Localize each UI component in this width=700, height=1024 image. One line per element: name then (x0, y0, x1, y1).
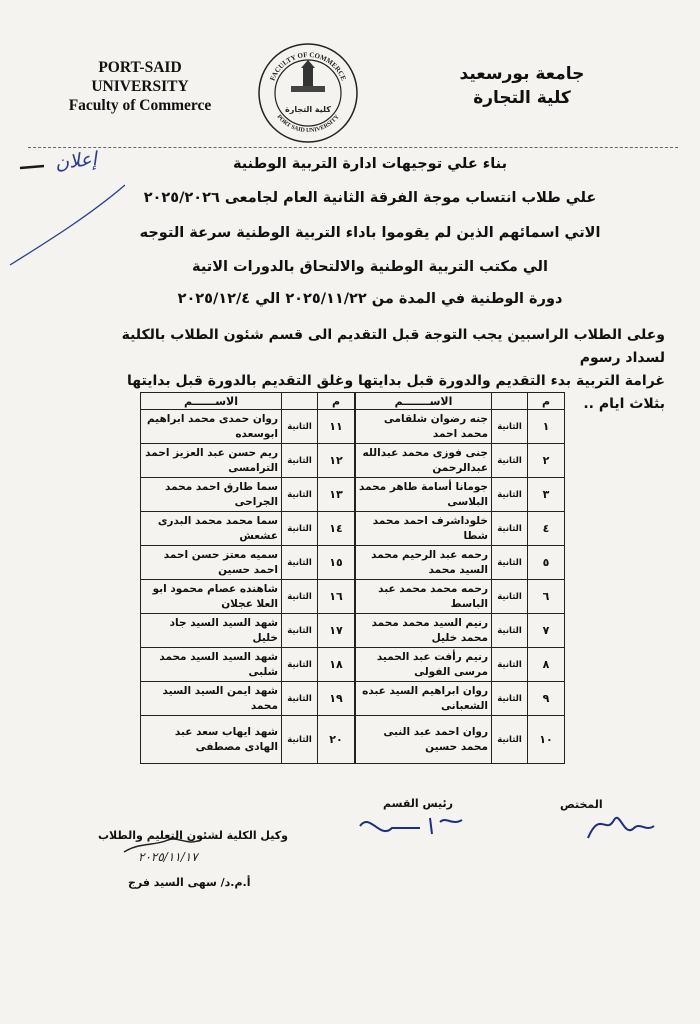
university-seal-logo (257, 42, 359, 144)
row-name: سميه معتز حسن احمد احمد حسين (141, 546, 282, 580)
english-header (50, 58, 230, 115)
header-grade (282, 393, 318, 410)
row-grade: الثانية (282, 716, 318, 764)
row-grade: الثانية (492, 410, 528, 444)
table-row (141, 444, 355, 478)
header-number: م (528, 393, 565, 410)
row-grade: الثانية (492, 580, 528, 614)
handwritten-annotation: إعلان (53, 147, 98, 175)
row-number: ٣ (528, 478, 565, 512)
row-number: ٨ (528, 648, 565, 682)
table-row (356, 682, 565, 716)
row-name: شهد السيد السيد محمد شلبى (141, 648, 282, 682)
row-number: ٧ (528, 614, 565, 648)
row-number: ١٥ (318, 546, 355, 580)
table-header-row (141, 393, 355, 410)
row-grade: الثانية (282, 648, 318, 682)
header-number: م (318, 393, 355, 410)
table-row (356, 580, 565, 614)
dept-head-label: رئيس القسم (383, 797, 453, 810)
row-grade: الثانية (492, 682, 528, 716)
row-number: ١٤ (318, 512, 355, 546)
row-number: ١٩ (318, 682, 355, 716)
row-number: ٤ (528, 512, 565, 546)
row-number: ١٨ (318, 648, 355, 682)
table-row (141, 478, 355, 512)
body-line-2: علي طلاب انتساب موجة الفرقة الثانية العام لجامعى ٢٠٢٥/٢٠٢٦ (143, 190, 597, 206)
row-grade: الثانية (492, 648, 528, 682)
row-name: سما محمد محمد البدرى عشعش (141, 512, 282, 546)
pen-scribble-stroke (10, 185, 125, 265)
table-header-row (356, 393, 565, 410)
table-row (356, 546, 565, 580)
specialist-label: المختص (560, 798, 603, 811)
en-header-line-3: Faculty of Commerce (68, 97, 212, 114)
row-name: شهد ايهاب سعد عبد الهادى مصطفى (141, 716, 282, 764)
table-row (141, 614, 355, 648)
row-name: روان ابراهيم السيد عبده الشعبانى (356, 682, 492, 716)
seal-bottom-text: PORT SAID UNIVERSITY (275, 114, 341, 135)
header-name: الاســـــــم (356, 393, 492, 410)
row-grade: الثانية (492, 512, 528, 546)
handwritten-date: ٢٠٢٥/١١/١٧ (138, 850, 198, 864)
table-row (141, 648, 355, 682)
row-name: رحمه عبد الرحيم محمد السيد محمد (356, 546, 492, 580)
table-row (356, 716, 565, 764)
row-name: رنيم رأفت عبد الحميد مرسى الفولى (356, 648, 492, 682)
row-grade: الثانية (282, 580, 318, 614)
en-header-line-2: UNIVERSITY (91, 78, 189, 95)
row-name: شهد ايمن السيد السيد محمد (141, 682, 282, 716)
row-grade: الثانية (282, 410, 318, 444)
header-divider (28, 147, 678, 148)
annotation-stroke (20, 166, 44, 168)
students-table-left (140, 392, 355, 764)
seal-top-text: FACULTY OF COMMERCE (268, 50, 348, 82)
row-number: ١٧ (318, 614, 355, 648)
row-name: روان احمد عبد النبى محمد حسين (356, 716, 492, 764)
row-number: ١٦ (318, 580, 355, 614)
students-table-right (355, 392, 565, 764)
row-grade: الثانية (492, 546, 528, 580)
row-number: ٦ (528, 580, 565, 614)
table-row (356, 614, 565, 648)
table-row (141, 512, 355, 546)
seal-inner-text: كلية التجارة (285, 105, 331, 114)
row-number: ٢ (528, 444, 565, 478)
row-grade: الثانية (492, 444, 528, 478)
paragraph-line-1: وعلى الطلاب الراسبين يجب التوجة قبل التقديم الى قسم شئون الطلاب بالكلية لسداد رسوم (121, 327, 665, 366)
paragraph-line-2: غرامة التربية بدء التقديم والدورة قبل بدايتها وغلق التقديم بالدورة قبل بدايتها بثلاث ايام .. (127, 373, 665, 412)
row-name: خلوداشرف احمد محمد شطا (356, 512, 492, 546)
arabic-header (452, 62, 592, 110)
row-grade: الثانية (492, 716, 528, 764)
row-number: ١١ (318, 410, 355, 444)
table-row (356, 512, 565, 546)
row-grade: الثانية (282, 614, 318, 648)
specialist-signature (588, 818, 654, 838)
row-number: ١٢ (318, 444, 355, 478)
row-grade: الثانية (492, 614, 528, 648)
body-line-1: بناء علي توجيهات ادارة التربية الوطنية (232, 156, 508, 172)
body-line-5: دورة الوطنية في المدة من ٢٠٢٥/١١/٢٢ الي ٢٠٢٥/١٢/٤ (177, 291, 563, 307)
row-name: رحمه محمد محمد عبد الباسط (356, 580, 492, 614)
row-number: ٩ (528, 682, 565, 716)
dept-head-signature (360, 818, 462, 834)
row-grade: الثانية (282, 546, 318, 580)
row-name: سما طارق احمد محمد الجراحى (141, 478, 282, 512)
row-grade: الثانية (282, 444, 318, 478)
header-name: الاســــــم (141, 393, 282, 410)
row-name: جنى فوزى محمد عبدالله عبدالرحمن (356, 444, 492, 478)
table-row (356, 648, 565, 682)
row-number: ١٣ (318, 478, 355, 512)
row-name: جومانا أسامة طاهر محمد البلاسى (356, 478, 492, 512)
ar-header-line-1: جامعة بورسعيد (459, 64, 585, 84)
row-number: ١٠ (528, 716, 565, 764)
row-name: شاهنده عصام محمود ابو العلا عجلان (141, 580, 282, 614)
table-row (141, 580, 355, 614)
table-row (141, 716, 355, 764)
row-name: روان حمدى محمد ابراهيم ابوسعده (141, 410, 282, 444)
table-row (356, 478, 565, 512)
header-grade (492, 393, 528, 410)
row-name: شهد السيد السيد جاد خليل (141, 614, 282, 648)
row-number: ١ (528, 410, 565, 444)
table-row (141, 410, 355, 444)
table-row (141, 546, 355, 580)
body-line-3: الاتي اسمائهم الذين لم يقوموا باداء التربية الوطنية سرعة التوجه (139, 225, 601, 241)
row-name: ريم حسن عبد العزيز احمد الترامسى (141, 444, 282, 478)
table-row (356, 410, 565, 444)
row-grade: الثانية (282, 682, 318, 716)
table-row (141, 682, 355, 716)
vice-dean-label: وكيل الكلية لشئون التعليم والطلاب (98, 829, 288, 842)
row-number: ٥ (528, 546, 565, 580)
row-number: ٢٠ (318, 716, 355, 764)
ar-header-line-2: كلية التجارة (473, 88, 571, 108)
en-header-line-1: PORT-SAID (98, 59, 182, 76)
table-row (356, 444, 565, 478)
row-grade: الثانية (282, 478, 318, 512)
row-name: جنه رضوان شلقامى محمد احمد (356, 410, 492, 444)
row-grade: الثانية (282, 512, 318, 546)
vice-dean-name: أ.م.د/ سهى السيد فرج (128, 876, 251, 889)
row-name: رنيم السيد محمد محمد محمد خليل (356, 614, 492, 648)
row-grade: الثانية (492, 478, 528, 512)
body-line-4: الي مكتب التربية الوطنية والالتحاق بالدورات الاتية (192, 259, 548, 275)
